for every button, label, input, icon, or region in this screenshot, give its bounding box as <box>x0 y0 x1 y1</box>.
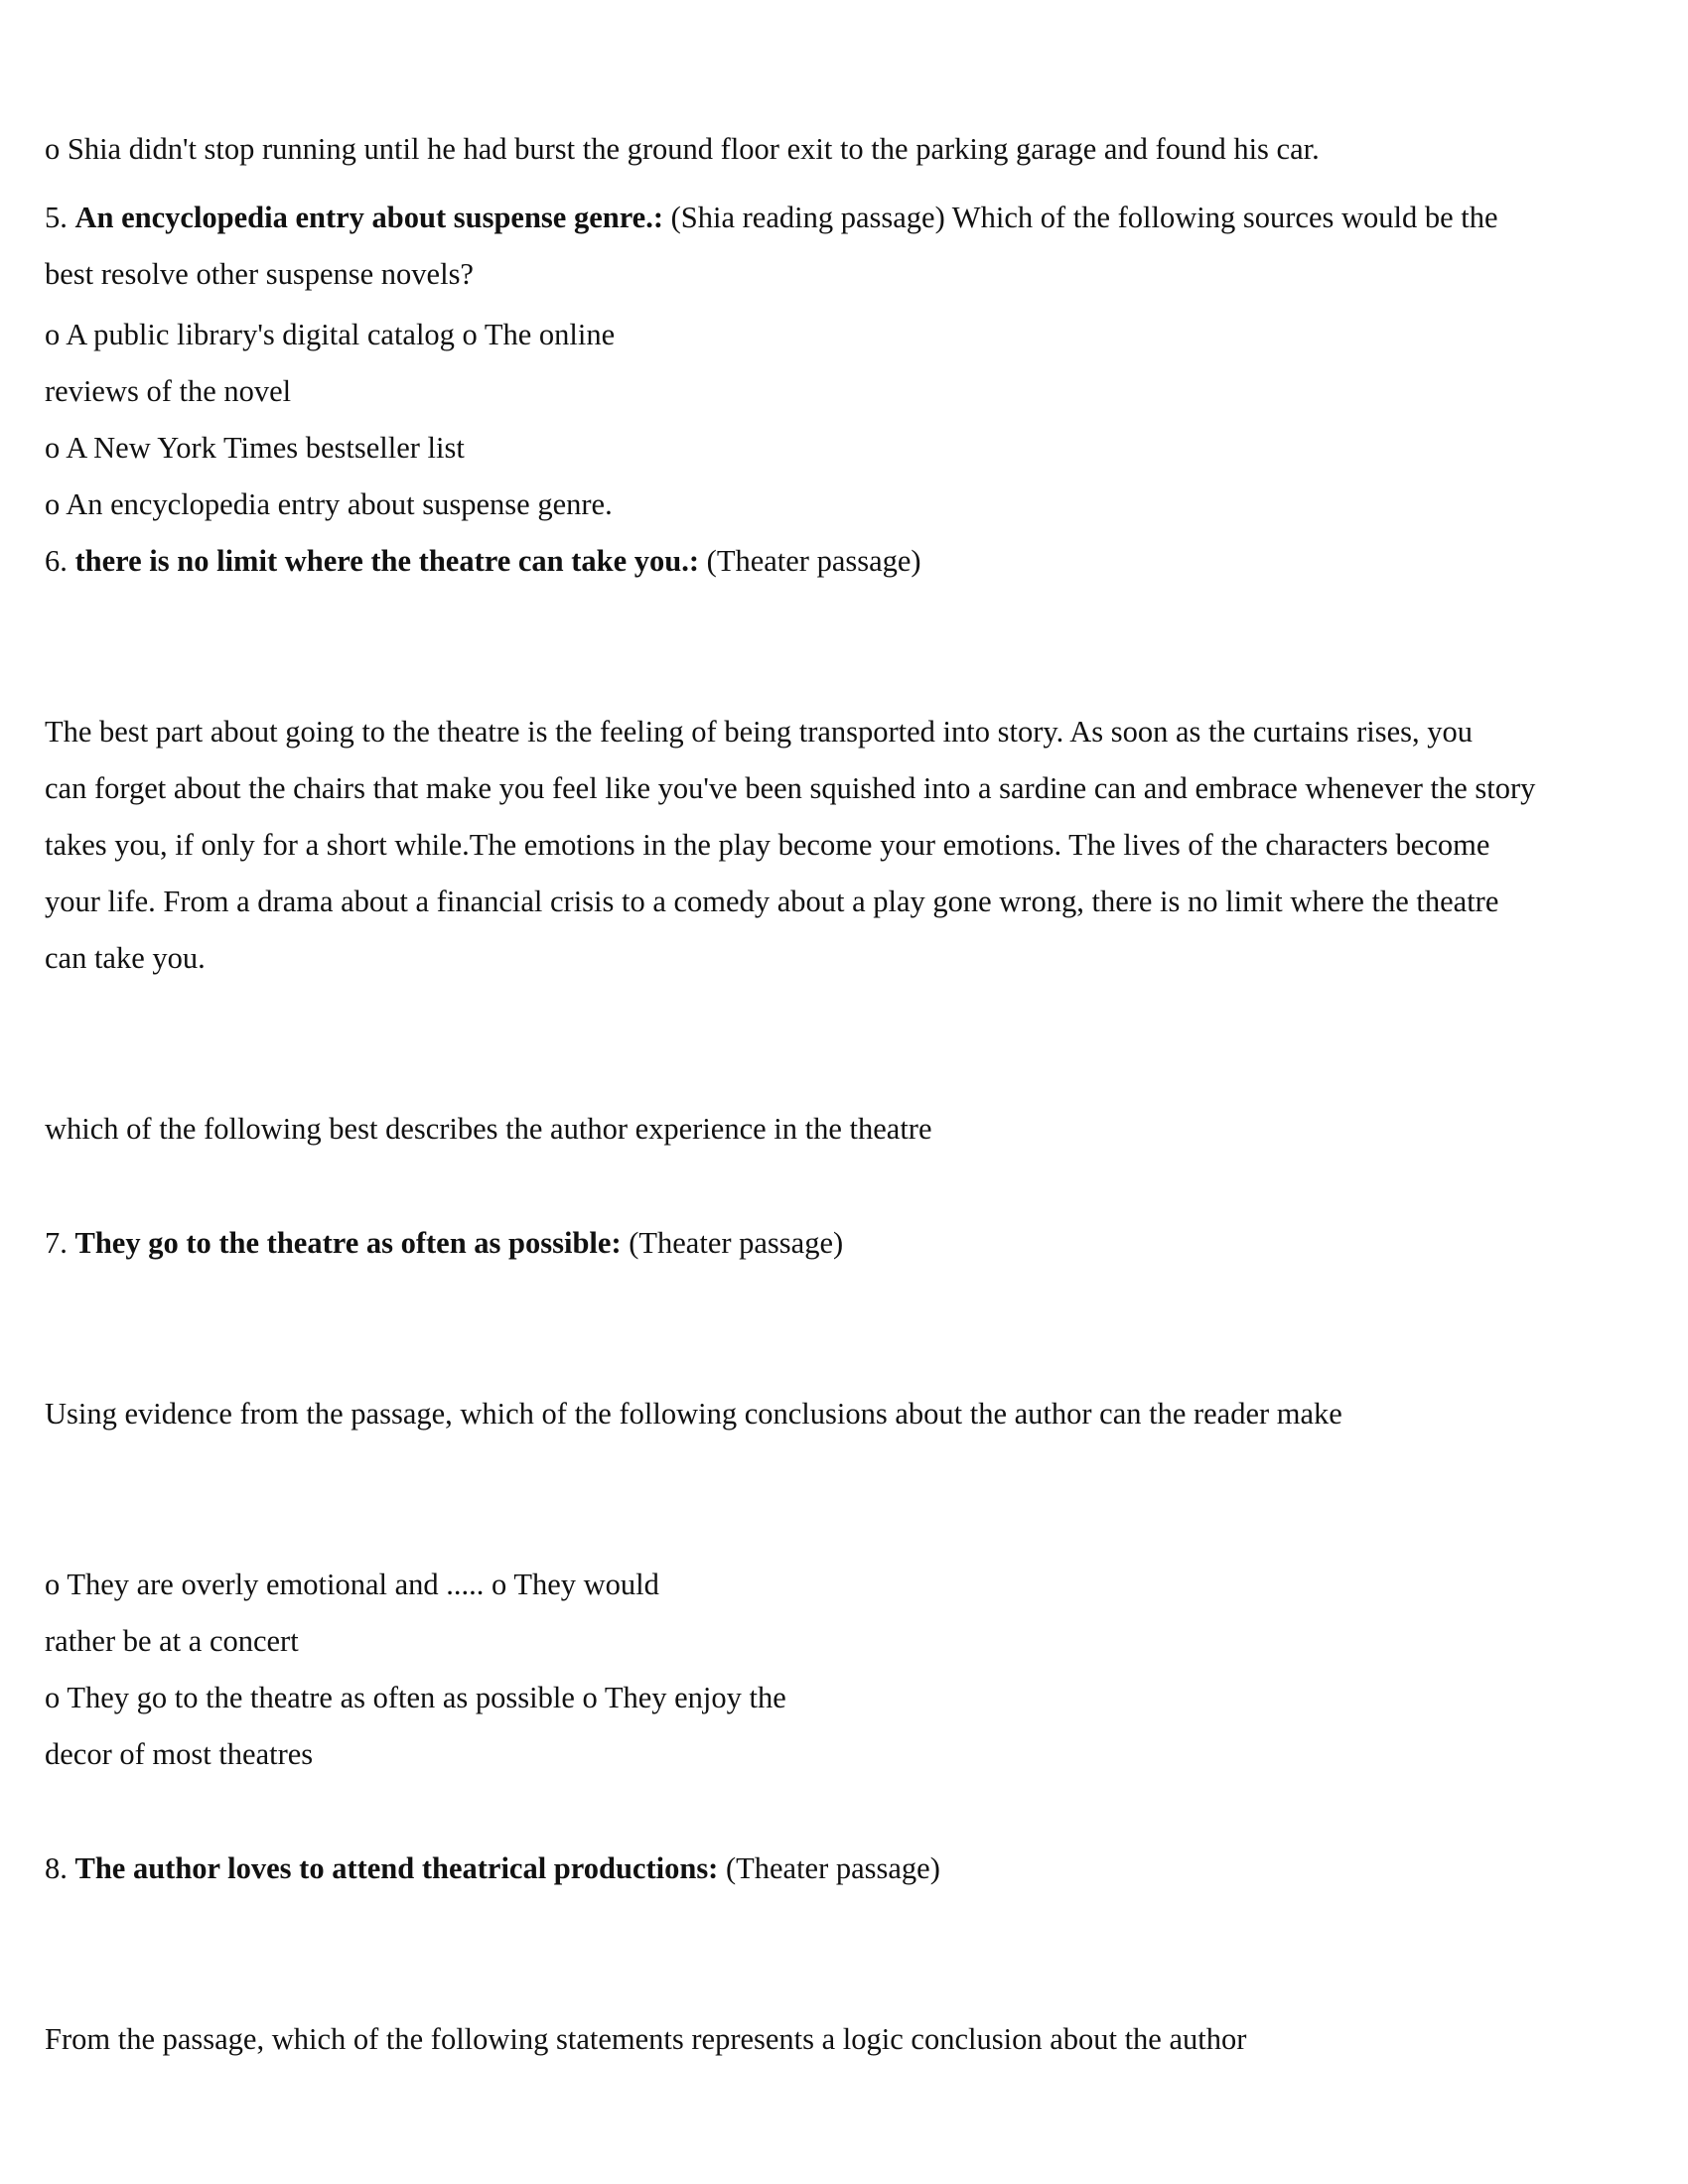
question-8-heading <box>45 1850 940 1886</box>
option-text: o A public library's digital catalog o The online <box>45 318 616 351</box>
question-text: best resolve other suspense novels? <box>45 257 474 291</box>
question-6-heading <box>45 543 921 579</box>
question-text: (Shia reading passage) Which of the following sources would be the <box>670 201 1498 234</box>
question-number: 6. <box>45 544 68 578</box>
question-7-prompt <box>45 1396 1342 1432</box>
passage-line <box>45 770 1535 806</box>
question-number: 8. <box>45 1851 68 1885</box>
option-text: o They are overly emotional and ..... o They would <box>45 1568 659 1601</box>
passage-text: your life. From a drama about a financial crisis to a comedy about a play gone wrong, there is no limit where the theatre <box>45 885 1499 918</box>
option-text: o Shia didn't stop running until he had burst the ground floor exit to the parking garage and found his car. <box>45 132 1320 166</box>
question-7-option <box>45 1567 659 1602</box>
option-text: o An encyclopedia entry about suspense genre. <box>45 487 613 521</box>
question-5-option <box>45 373 291 409</box>
question-text: (Theater passage) <box>725 1851 940 1885</box>
passage-line <box>45 714 1473 750</box>
question-7-heading <box>45 1225 843 1261</box>
option-text: reviews of the novel <box>45 374 292 408</box>
question-answer-bold: there is no limit where the theatre can take you.: <box>74 544 700 578</box>
passage-line <box>45 827 1489 863</box>
option-text: rather be at a concert <box>45 1624 299 1658</box>
option-text: decor of most theatres <box>45 1737 314 1771</box>
question-number: 7. <box>45 1226 68 1260</box>
question-number: 5. <box>45 201 68 234</box>
question-8-prompt <box>45 2021 1246 2057</box>
question-7-option <box>45 1736 313 1772</box>
question-5-option <box>45 430 465 466</box>
question-6-prompt <box>45 1111 932 1147</box>
question-answer-bold: They go to the theatre as often as possible: <box>74 1226 622 1260</box>
passage-text: takes you, if only for a short while.The emotions in the play become your emotions. The lives of the characters become <box>45 828 1490 862</box>
question-text: (Theater passage) <box>629 1226 844 1260</box>
question-5-option <box>45 486 613 522</box>
question-7-option <box>45 1623 299 1659</box>
question-5-option <box>45 317 615 352</box>
option-text: o A New York Times bestseller list <box>45 431 465 465</box>
question-answer-bold: The author loves to attend theatrical productions: <box>74 1851 719 1885</box>
passage-line <box>45 884 1498 919</box>
question-answer-bold: An encyclopedia entry about suspense genre.: <box>74 201 664 234</box>
question-7-option <box>45 1680 786 1715</box>
passage-text: The best part about going to the theatre is the feeling of being transported into story. As soon as the curtains rises, you <box>45 715 1473 749</box>
question-text: From the passage, which of the following statements represents a logic conclusion about the author <box>45 2022 1247 2056</box>
passage-text: can forget about the chairs that make you feel like you've been squished into a sardine can and embrace whenever the story <box>45 771 1536 805</box>
question-text: Using evidence from the passage, which of the following conclusions about the author can the reader make <box>45 1397 1342 1431</box>
question-text: (Theater passage) <box>706 544 921 578</box>
answer-option-line <box>45 131 1320 167</box>
passage-line <box>45 940 206 976</box>
question-5-heading <box>45 200 1498 235</box>
option-text: o They go to the theatre as often as possible o They enjoy the <box>45 1681 786 1714</box>
question-text: which of the following best describes the author experience in the theatre <box>45 1112 932 1146</box>
passage-text: can take you. <box>45 941 206 975</box>
question-5-text-cont <box>45 256 474 292</box>
